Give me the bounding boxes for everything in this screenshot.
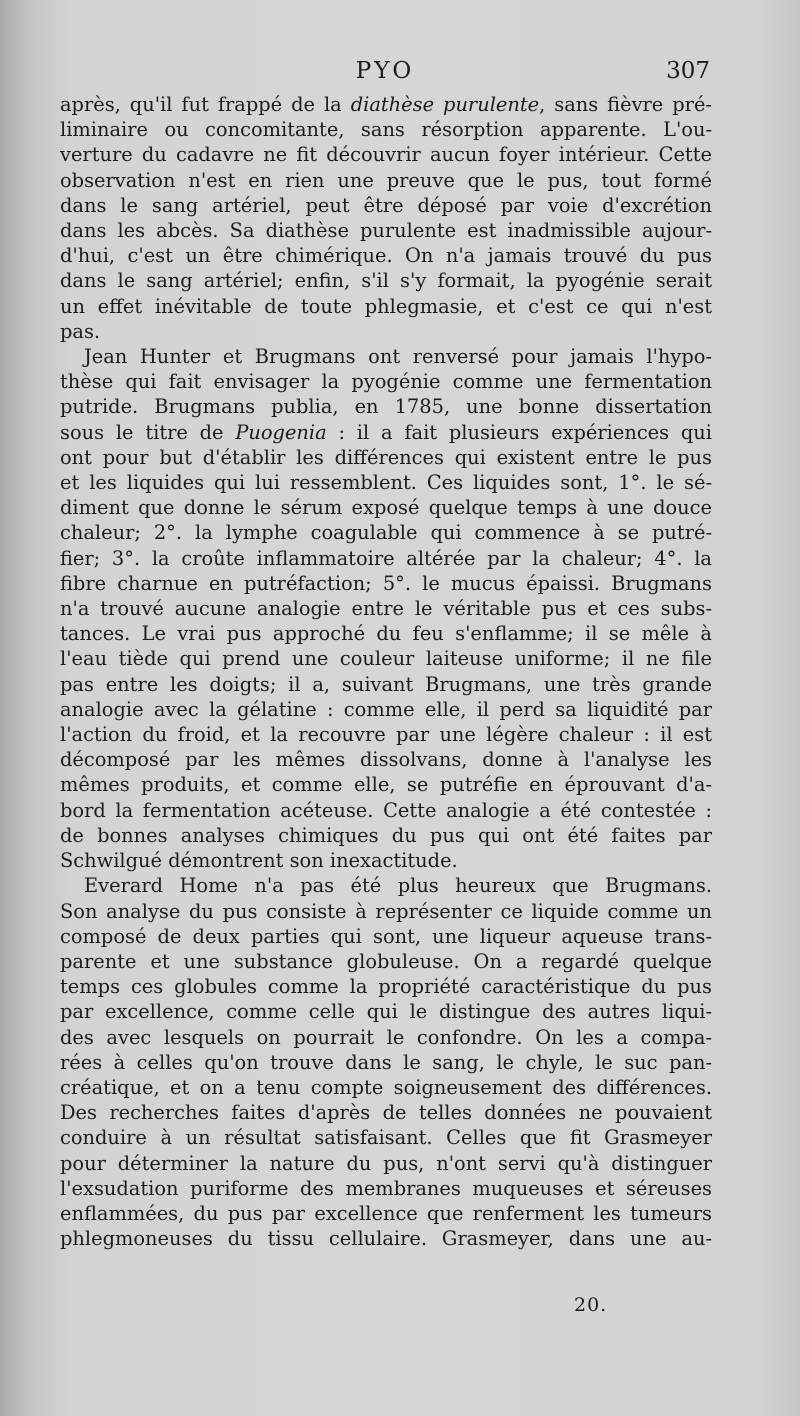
text-line: liminaire ou concomitante, sans résorption apparente. L'ou- — [60, 118, 712, 142]
text-line: fibre charnue en putréfaction; 5°. le mucus épaissi. Brugmans — [60, 571, 712, 595]
text-line: d'hui, c'est un être chimérique. On n'a jamais trouvé du pus — [60, 244, 712, 268]
page-header — [60, 58, 710, 88]
paragraph — [60, 873, 712, 1251]
paragraph — [60, 344, 712, 873]
text-line: après, qu'il fut frappé de la diathèse purulente, sans fièvre pré- — [60, 93, 712, 116]
text-line: enflammées, du pus par excellence que renferment les tumeurs — [60, 1201, 712, 1225]
text-line: des avec lesquels on pourrait le confondre. On les a compa- — [60, 1025, 712, 1049]
text-line: bord la fermentation acéteuse. Cette analogie a été contestée : — [60, 798, 712, 822]
text-line: Des recherches faites d'après de telles données ne pouvaient — [60, 1101, 712, 1125]
text-line: l'eau tiède qui prend une couleur laiteuse uniforme; il ne file — [60, 647, 712, 671]
text-line: chaleur; 2°. la lymphe coagulable qui commence à se putré- — [60, 521, 712, 545]
text-line: Son analyse du pus consiste à représenter ce liquide comme un — [60, 899, 712, 923]
text-line: temps ces globules comme la propriété caractéristique du pus — [60, 975, 712, 999]
text-line: un effet inévitable de toute phlegmasie, et c'est ce qui n'est — [60, 294, 712, 318]
text-line: Schwilgué démontrent son inexactitude. — [60, 849, 458, 873]
text-line: Everard Home n'a pas été plus heureux que Brugmans. — [84, 874, 712, 898]
text-line: pour déterminer la nature du pus, n'ont servi qu'à distinguer — [60, 1151, 712, 1175]
text-line: dans le sang artériel, peut être déposé par voie d'excrétion — [60, 193, 712, 217]
text-line: pas. — [60, 319, 101, 343]
text-line: parente et une substance globuleuse. On a regardé quelque — [60, 949, 712, 973]
text-line: ont pour but d'établir les différences qui existent entre le pus — [60, 445, 712, 469]
text-line: n'a trouvé aucune analogie entre le véritable pus et ces subs- — [60, 597, 712, 621]
text-line: phlegmoneuses du tissu cellulaire. Grasmeyer, dans une au- — [60, 1227, 712, 1251]
text-line: décomposé par les mêmes dissolvans, donne à l'analyse les — [60, 748, 712, 772]
text-line: dans le sang artériel; enfin, s'il s'y formait, la pyogénie serait — [60, 269, 712, 293]
body-text — [60, 92, 712, 1251]
text-line: conduire à un résultat satisfaisant. Celles que fit Grasmeyer — [60, 1126, 712, 1150]
text-line: diment que donne le sérum exposé quelque temps à une douce — [60, 496, 712, 520]
text-line: pas entre les doigts; il a, suivant Brugmans, une très grande — [60, 672, 712, 696]
text-line: l'action du froid, et la recouvre par une légère chaleur : il est — [60, 723, 712, 747]
text-line: fier; 3°. la croûte inflammatoire altérée par la chaleur; 4°. la — [60, 546, 712, 570]
text-line: analogie avec la gélatine : comme elle, il perd sa liquidité par — [60, 697, 712, 721]
text-line: par excellence, comme celle qui le distingue des autres liqui- — [60, 1000, 712, 1024]
italic-term: diathèse purulente — [350, 93, 540, 116]
signature-mark: 20. — [574, 1294, 608, 1316]
text-line: thèse qui fait envisager la pyogénie comme une fermentation — [60, 370, 712, 394]
text-line: observation n'est en rien une preuve que le pus, tout formé — [60, 168, 712, 192]
paragraph — [60, 92, 712, 344]
text-line: tances. Le vrai pus approché du feu s'enflamme; il se mêle à — [60, 622, 712, 646]
text-line: Jean Hunter et Brugmans ont renversé pour jamais l'hypo- — [84, 345, 712, 369]
text-line: l'exsudation puriforme des membranes muqueuses et séreuses — [60, 1176, 712, 1200]
text-line: et les liquides qui lui ressemblent. Ces liquides sont, 1°. le sé- — [60, 471, 712, 495]
text-line: sous le titre de Puogenia : il a fait plusieurs expériences qui — [60, 420, 712, 444]
text-line: mêmes produits, et comme elle, se putréfie en éprouvant d'a- — [60, 773, 712, 797]
text-line: rées à celles qu'on trouve dans le sang, le chyle, le suc pan- — [60, 1050, 712, 1074]
italic-term: Puogenia — [235, 420, 327, 444]
text-line: putride. Brugmans publia, en 1785, une bonne dissertation — [60, 395, 712, 419]
text-line: de bonnes analyses chimiques du pus qui ont été faites par — [60, 823, 712, 847]
text-line: dans les abcès. Sa diathèse purulente est inadmissible aujour- — [60, 219, 712, 243]
text-line: composé de deux parties qui sont, une liqueur aqueuse trans- — [60, 924, 712, 948]
text-line: créatique, et on a tenu compte soigneusement des différences. — [60, 1075, 712, 1099]
page-number: 307 — [666, 58, 710, 84]
running-head: PYO — [355, 58, 415, 84]
text-line: verture du cadavre ne fit découvrir aucun foyer intérieur. Cette — [60, 143, 712, 167]
